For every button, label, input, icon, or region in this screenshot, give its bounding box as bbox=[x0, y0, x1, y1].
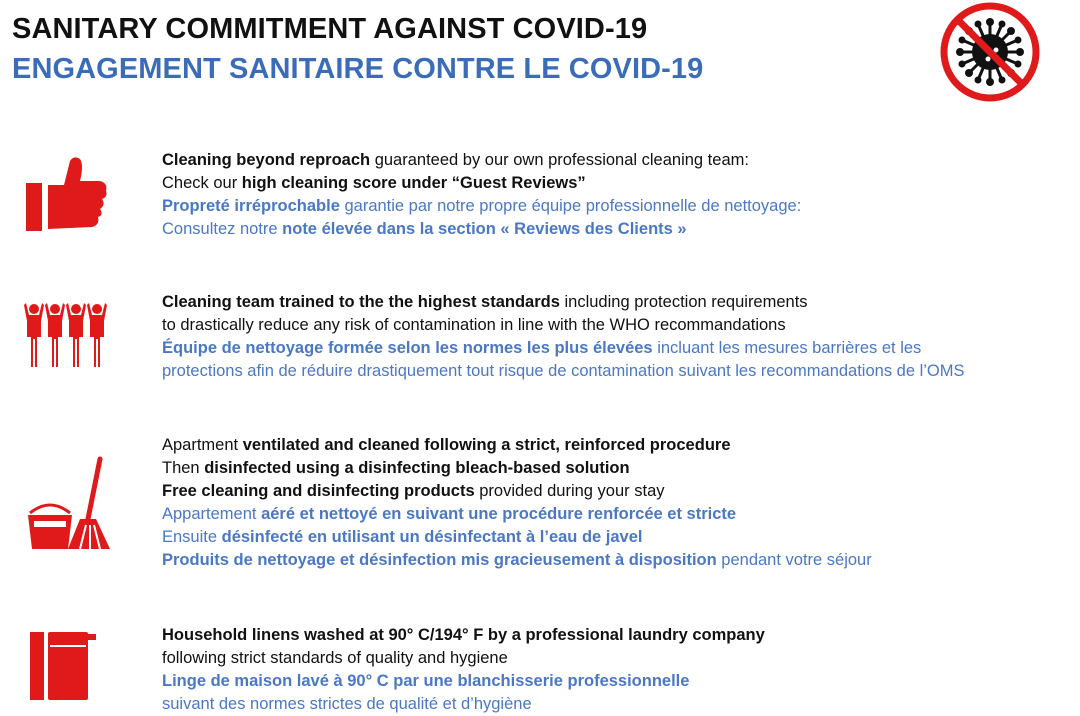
thumbs-up-icon bbox=[24, 155, 108, 235]
text-line: Apartment ventilated and cleaned following a strict, reinforced procedure bbox=[162, 436, 731, 454]
text-line: Appartement aéré et nettoyé en suivant une procédure renforcée et stricte bbox=[162, 505, 737, 523]
section-cleaning-reproach bbox=[162, 149, 801, 241]
text-line: Then disinfected using a disinfecting bleach-based solution bbox=[162, 459, 630, 477]
no-virus-icon bbox=[938, 0, 1042, 104]
text-line: Cleaning team trained to the the highest standards including protection requirements bbox=[162, 293, 808, 311]
text-line: to drastically reduce any risk of contamination in line with the WHO recommandations bbox=[162, 316, 786, 334]
text-line: Check our high cleaning score under “Guest Reviews” bbox=[162, 174, 586, 192]
title-english: SANITARY COMMITMENT AGAINST COVID-19 bbox=[12, 13, 648, 45]
text-line: suivant des normes strictes de qualité et d’hygiène bbox=[162, 695, 532, 713]
text-line: following strict standards of quality and hygiene bbox=[162, 649, 508, 667]
team-people-icon bbox=[24, 303, 108, 369]
text-line: Linge de maison lavé à 90° C par une blanchisserie professionnelle bbox=[162, 672, 690, 690]
title-french: ENGAGEMENT SANITAIRE CONTRE LE COVID-19 bbox=[12, 53, 704, 85]
text-line: Équipe de nettoyage formée selon les normes les plus élevées incluant les mesures barrières et les bbox=[162, 339, 922, 357]
towel-rack-icon bbox=[24, 628, 104, 700]
text-line: Free cleaning and disinfecting products provided during your stay bbox=[162, 482, 665, 500]
section-apartment-cleaning bbox=[162, 434, 872, 572]
text-line: Produits de nettoyage et désinfection mis gracieusement à disposition pendant votre séjour bbox=[162, 551, 872, 569]
text-line: Cleaning beyond reproach guaranteed by our own professional cleaning team: bbox=[162, 151, 749, 169]
text-line: Household linens washed at 90° C/194° F by a professional laundry company bbox=[162, 626, 765, 644]
text-line: protections afin de réduire drastiquement tout risque de contamination suivant les recommandations de l’OMS bbox=[162, 362, 965, 380]
bucket-mop-icon bbox=[24, 455, 112, 553]
text-line: Propreté irréprochable garantie par notre propre équipe professionnelle de nettoyage: bbox=[162, 197, 802, 215]
text-line: Ensuite désinfecté en utilisant un désinfectant à l’eau de javel bbox=[162, 528, 643, 546]
text-line: Consultez notre note élevée dans la section « Reviews des Clients » bbox=[162, 220, 687, 238]
section-team-trained bbox=[162, 291, 965, 383]
section-household-linens bbox=[162, 624, 765, 716]
